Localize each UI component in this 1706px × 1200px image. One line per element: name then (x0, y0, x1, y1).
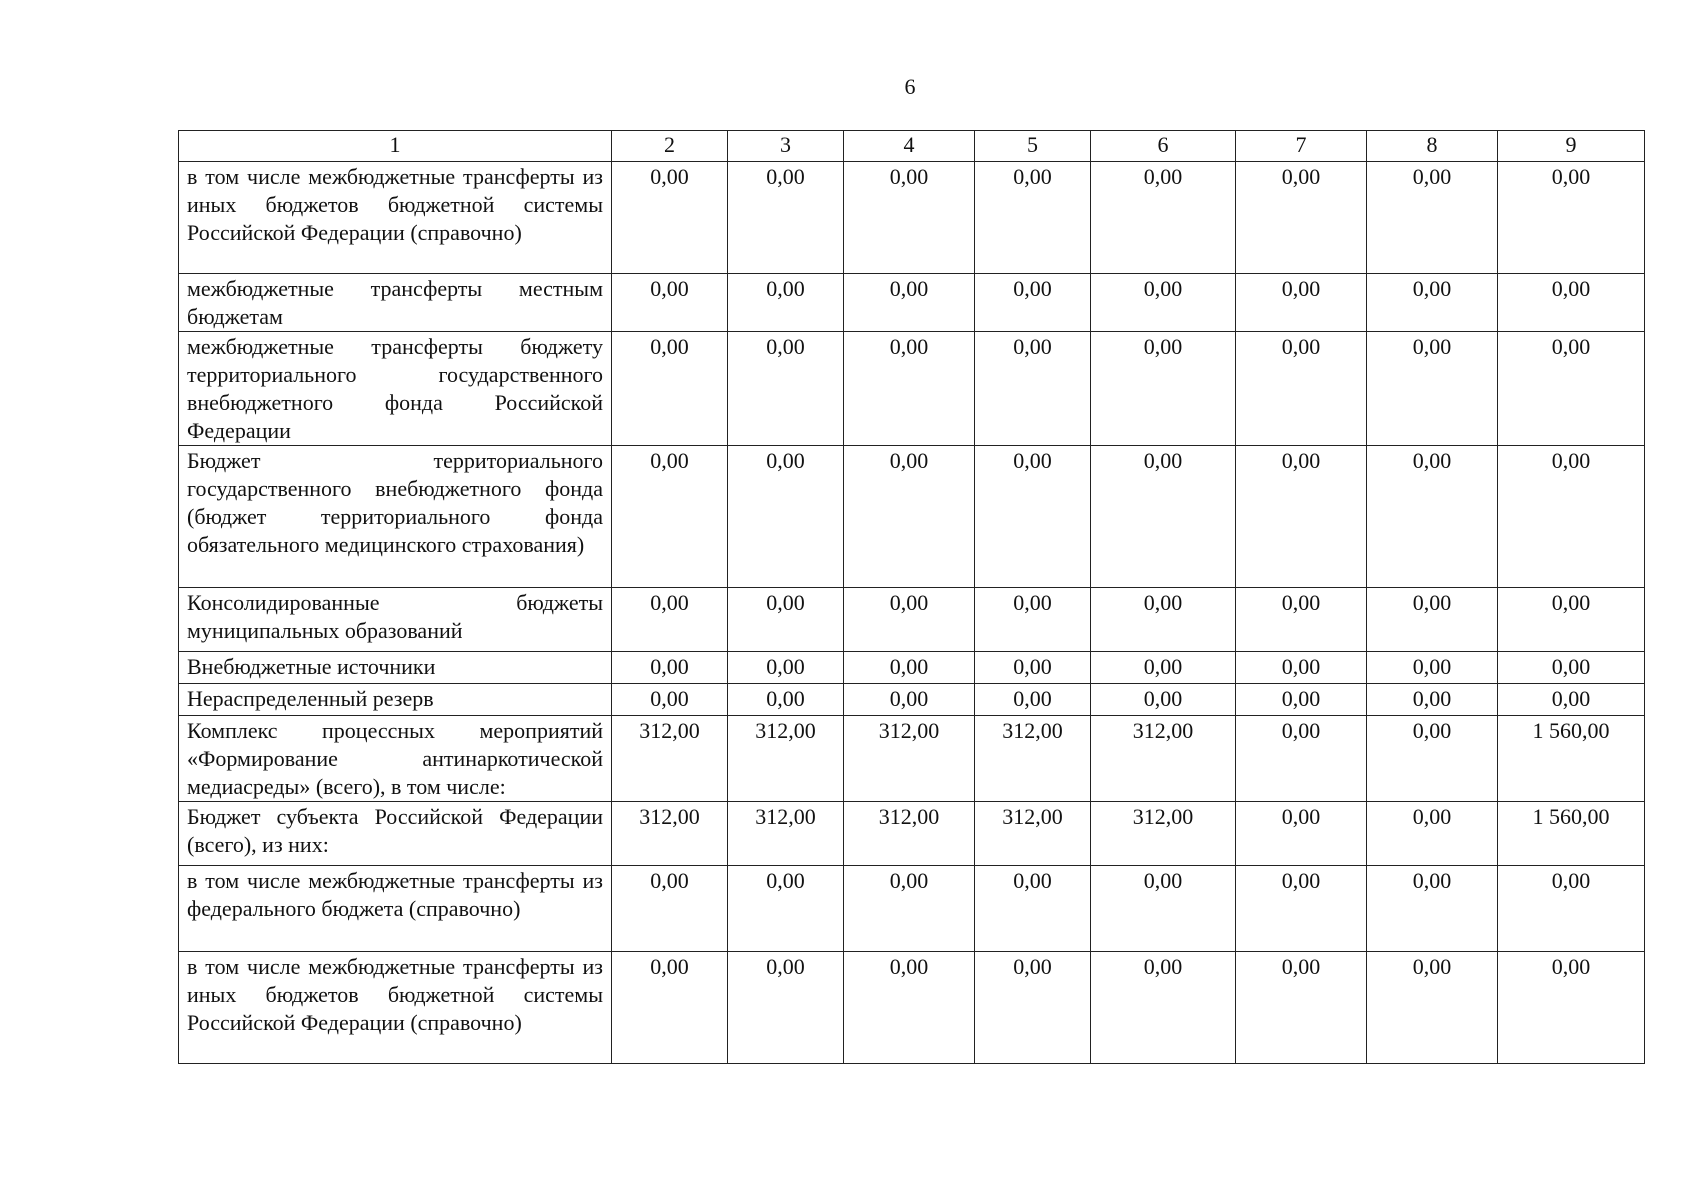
cell-value: 0,00 (612, 588, 728, 652)
cell-value: 0,00 (1236, 716, 1367, 802)
cell-value: 0,00 (1367, 446, 1498, 588)
cell-value: 0,00 (1236, 446, 1367, 588)
cell-value: 0,00 (612, 162, 728, 274)
cell-value: 0,00 (1498, 162, 1645, 274)
cell-value: 0,00 (1091, 866, 1236, 952)
cell-value: 0,00 (1367, 952, 1498, 1064)
page-number: 6 (904, 74, 916, 99)
cell-value: 0,00 (844, 332, 975, 446)
table-row (179, 652, 1645, 684)
row-label: межбюджетные трансферты местным бюджетам (179, 274, 612, 332)
cell-value: 0,00 (612, 866, 728, 952)
table-header-row (179, 131, 1645, 162)
cell-value: 0,00 (844, 162, 975, 274)
cell-value: 0,00 (1236, 274, 1367, 332)
cell-value: 0,00 (1367, 162, 1498, 274)
cell-value: 0,00 (728, 866, 844, 952)
cell-value: 0,00 (612, 684, 728, 716)
cell-value: 0,00 (1236, 684, 1367, 716)
cell-value: 312,00 (1091, 802, 1236, 866)
cell-value: 312,00 (844, 716, 975, 802)
table-row (179, 802, 1645, 866)
cell-value: 0,00 (844, 446, 975, 588)
cell-value: 312,00 (728, 716, 844, 802)
cell-value: 0,00 (1091, 652, 1236, 684)
table-row (179, 952, 1645, 1064)
table-row (179, 716, 1645, 802)
cell-value: 0,00 (1091, 588, 1236, 652)
cell-value: 0,00 (728, 332, 844, 446)
cell-value: 0,00 (728, 952, 844, 1064)
cell-value: 0,00 (975, 952, 1091, 1064)
table-row (179, 588, 1645, 652)
row-label: Бюджет территориального государственного внебюджетного фонда (бюджет территориального фонда обязательного медицинского страхования) (179, 446, 612, 588)
row-label: межбюджетные трансферты бюджету территориального государственного внебюджетного фонда Российской Федерации (179, 332, 612, 446)
cell-value: 0,00 (975, 652, 1091, 684)
cell-value: 0,00 (728, 588, 844, 652)
row-label: Бюджет субъекта Российской Федерации (всего), из них: (179, 802, 612, 866)
cell-value: 0,00 (975, 274, 1091, 332)
cell-value: 0,00 (1498, 446, 1645, 588)
row-label: в том числе межбюджетные трансферты из федерального бюджета (справочно) (179, 866, 612, 952)
cell-value: 312,00 (728, 802, 844, 866)
cell-value: 0,00 (975, 866, 1091, 952)
cell-value: 0,00 (612, 274, 728, 332)
column-header: 5 (975, 131, 1091, 162)
table-row (179, 446, 1645, 588)
table-row (179, 162, 1645, 274)
cell-value: 0,00 (844, 274, 975, 332)
cell-value: 0,00 (844, 684, 975, 716)
cell-value: 312,00 (975, 716, 1091, 802)
cell-value: 0,00 (1091, 684, 1236, 716)
row-label: Нераспределенный резерв (179, 684, 612, 716)
cell-value: 0,00 (1367, 588, 1498, 652)
cell-value: 0,00 (1367, 652, 1498, 684)
cell-value: 0,00 (728, 684, 844, 716)
cell-value: 0,00 (1236, 332, 1367, 446)
cell-value: 0,00 (844, 952, 975, 1064)
row-label: в том числе межбюджетные трансферты из иных бюджетов бюджетной системы Российской Федерации (справочно) (179, 162, 612, 274)
cell-value: 0,00 (1236, 652, 1367, 684)
table-row (179, 866, 1645, 952)
cell-value: 0,00 (728, 162, 844, 274)
cell-value: 0,00 (612, 652, 728, 684)
cell-value: 0,00 (1498, 684, 1645, 716)
cell-value: 0,00 (1367, 684, 1498, 716)
cell-value: 0,00 (1498, 866, 1645, 952)
cell-value: 0,00 (975, 332, 1091, 446)
column-header: 9 (1498, 131, 1645, 162)
table-row (179, 274, 1645, 332)
table-row (179, 332, 1645, 446)
cell-value: 0,00 (1498, 332, 1645, 446)
row-label: Внебюджетные источники (179, 652, 612, 684)
row-label: Консолидированные бюджеты муниципальных образований (179, 588, 612, 652)
column-header: 1 (179, 131, 612, 162)
cell-value: 0,00 (975, 162, 1091, 274)
cell-value: 0,00 (1498, 588, 1645, 652)
cell-value: 312,00 (612, 802, 728, 866)
cell-value: 0,00 (728, 652, 844, 684)
cell-value: 0,00 (728, 274, 844, 332)
cell-value: 312,00 (975, 802, 1091, 866)
column-header: 4 (844, 131, 975, 162)
column-header: 7 (1236, 131, 1367, 162)
cell-value: 0,00 (1367, 716, 1498, 802)
cell-value: 0,00 (975, 588, 1091, 652)
column-header: 3 (728, 131, 844, 162)
cell-value: 0,00 (1367, 802, 1498, 866)
cell-value: 0,00 (1236, 588, 1367, 652)
row-label: Комплекс процессных мероприятий «Формирование антинаркотической медиасреды» (всего), в том числе: (179, 716, 612, 802)
cell-value: 0,00 (1091, 332, 1236, 446)
table-row (179, 684, 1645, 716)
column-header: 2 (612, 131, 728, 162)
cell-value: 0,00 (1091, 446, 1236, 588)
cell-value: 312,00 (844, 802, 975, 866)
row-label: в том числе межбюджетные трансферты из иных бюджетов бюджетной системы Российской Федерации (справочно) (179, 952, 612, 1064)
cell-value: 1 560,00 (1498, 716, 1645, 802)
cell-value: 0,00 (612, 446, 728, 588)
cell-value: 0,00 (844, 866, 975, 952)
cell-value: 0,00 (1236, 802, 1367, 866)
budget-table (178, 130, 1645, 1064)
cell-value: 0,00 (612, 332, 728, 446)
cell-value: 0,00 (1236, 866, 1367, 952)
cell-value: 0,00 (1498, 274, 1645, 332)
column-header: 6 (1091, 131, 1236, 162)
table-body (179, 131, 1645, 1064)
cell-value: 0,00 (1367, 274, 1498, 332)
cell-value: 0,00 (728, 446, 844, 588)
cell-value: 312,00 (1091, 716, 1236, 802)
cell-value: 0,00 (975, 684, 1091, 716)
cell-value: 312,00 (612, 716, 728, 802)
cell-value: 0,00 (844, 652, 975, 684)
cell-value: 0,00 (1498, 952, 1645, 1064)
cell-value: 0,00 (1236, 952, 1367, 1064)
cell-value: 0,00 (975, 446, 1091, 588)
column-header: 8 (1367, 131, 1498, 162)
cell-value: 0,00 (1091, 274, 1236, 332)
cell-value: 0,00 (844, 588, 975, 652)
cell-value: 0,00 (1498, 652, 1645, 684)
cell-value: 0,00 (1091, 162, 1236, 274)
cell-value: 0,00 (1367, 866, 1498, 952)
cell-value: 0,00 (1091, 952, 1236, 1064)
cell-value: 0,00 (1367, 332, 1498, 446)
cell-value: 0,00 (1236, 162, 1367, 274)
cell-value: 0,00 (612, 952, 728, 1064)
cell-value: 1 560,00 (1498, 802, 1645, 866)
